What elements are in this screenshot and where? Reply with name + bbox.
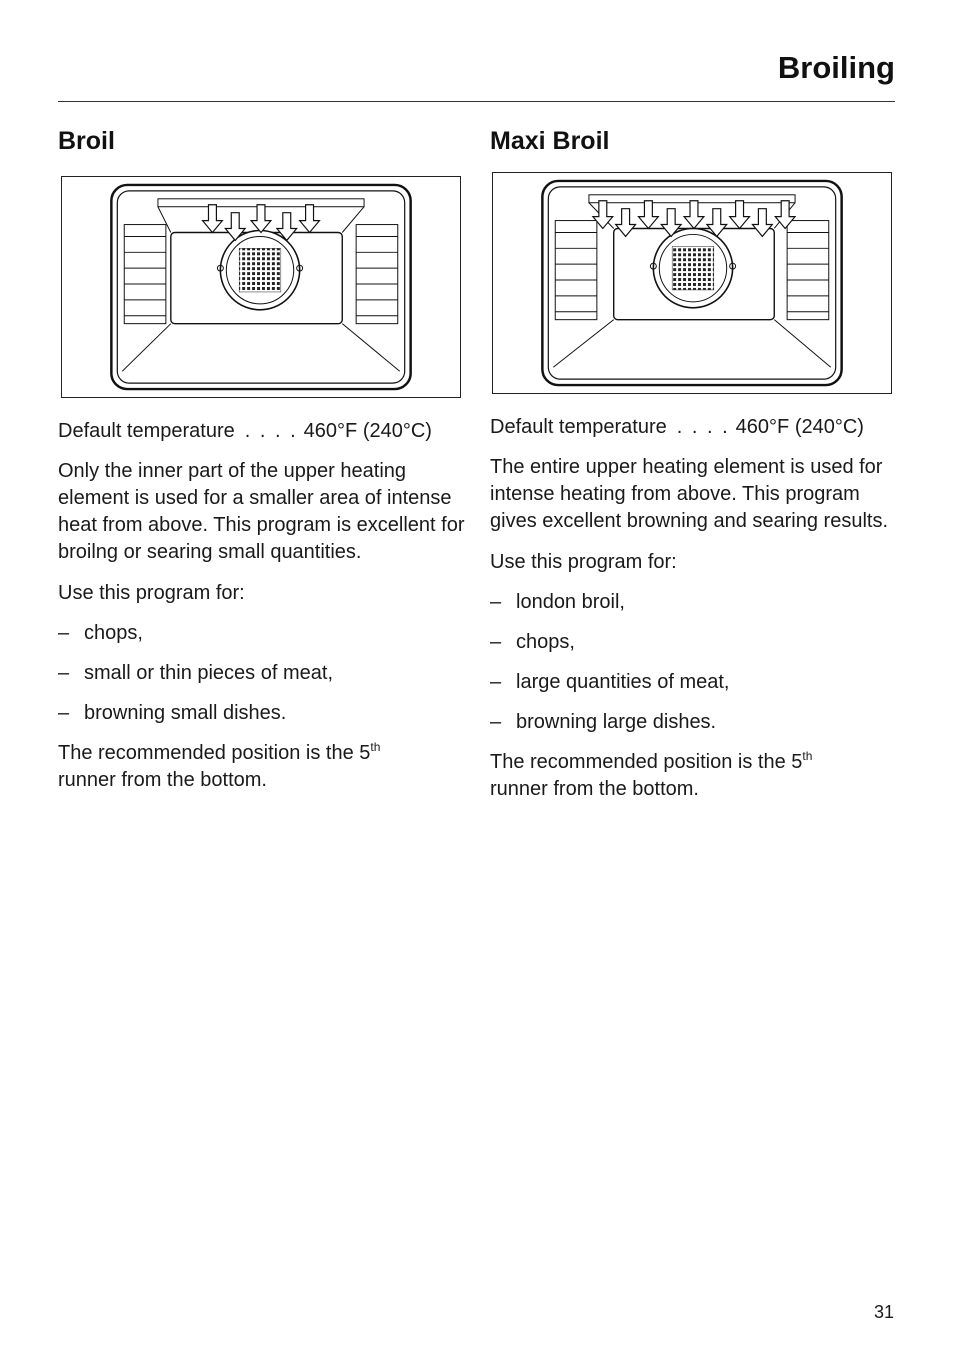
position-text-continued: runner from the bottom.: [58, 769, 267, 791]
list-item: – small or thin pieces of meat,: [58, 660, 468, 687]
temperature-value: 460°F (240°C): [303, 420, 432, 442]
list-item: – large quantities of meat,: [490, 669, 900, 696]
default-temperature: [490, 414, 900, 441]
default-temperature: [58, 418, 468, 445]
use-list: [490, 589, 900, 736]
header-rule: [58, 101, 895, 102]
section-heading: Maxi Broil: [490, 127, 610, 155]
position-text-continued: runner from the bottom.: [490, 778, 699, 800]
position-text: The recommended position is the 5: [490, 751, 803, 773]
list-item: – london broil,: [490, 589, 900, 616]
oven-illustration-broil: [61, 176, 461, 398]
temperature-dots: . . . .: [244, 420, 298, 442]
temperature-label: Default temperature: [58, 420, 235, 442]
list-item: – browning small dishes.: [58, 700, 468, 727]
position-text: The recommended position is the 5: [58, 742, 371, 764]
use-list: [58, 620, 468, 727]
temperature-label: Default temperature: [490, 416, 667, 438]
list-item: – chops,: [490, 629, 900, 656]
temperature-value: 460°F (240°C): [735, 416, 864, 438]
page-number: 31: [873, 1302, 894, 1322]
section-broil: [58, 124, 468, 794]
section-maxi-broil: [490, 124, 900, 803]
page-title: Broiling: [777, 50, 895, 85]
recommended-position: [490, 749, 900, 803]
position-superscript: th: [370, 740, 381, 754]
list-item: – chops,: [58, 620, 468, 647]
temperature-dots: . . . .: [676, 416, 730, 438]
oven-illustration-maxi-broil: [492, 172, 892, 394]
use-intro: Use this program for:: [490, 551, 677, 573]
section-description: Only the inner part of the upper heating element is used for a smaller area of intense heat from above. This program is excellent for broilng or searing small quantities.: [58, 460, 465, 563]
section-heading: Broil: [58, 127, 115, 155]
section-description: The entire upper heating element is used for intense heating from above. This program gives excellent browning and searing results.: [490, 456, 888, 532]
position-superscript: th: [802, 749, 813, 763]
use-intro: Use this program for:: [58, 582, 245, 604]
list-item: – browning large dishes.: [490, 709, 900, 736]
recommended-position: [58, 740, 468, 794]
